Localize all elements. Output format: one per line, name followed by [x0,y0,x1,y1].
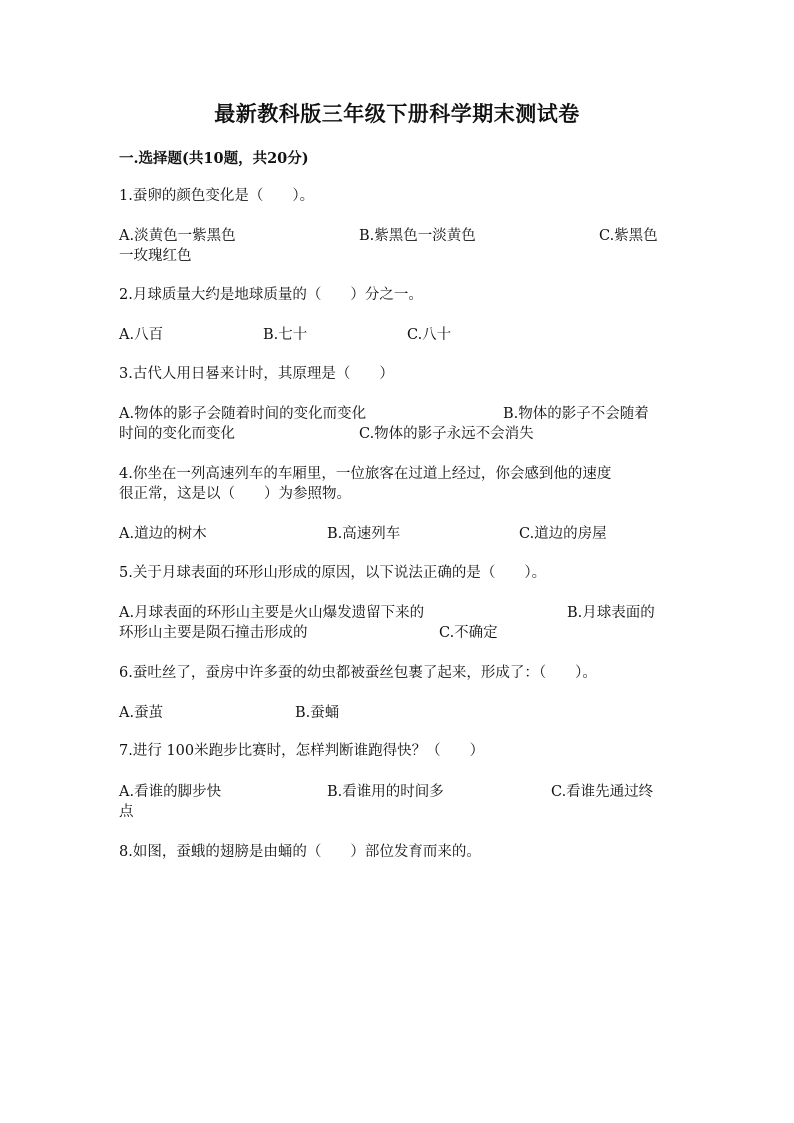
question-2-option-b[interactable]: B.七十 [263,327,308,343]
question-5-option-b[interactable]: B.月球表面的 [567,605,655,621]
question-1-option-c[interactable]: C.紫黑色 [599,228,658,244]
question-1-option-a[interactable]: A.淡黄色一紫黑色 [119,228,236,244]
question-3-option-b[interactable]: B.物体的影子不会随着 [503,406,649,422]
question-2-stem: 2.月球质量大约是地球质量的（ ）分之一。 [119,287,423,303]
question-1-option-c-continued: 一玫瑰红色 [119,248,192,264]
question-6-option-a[interactable]: A.蚕茧 [119,705,164,721]
question-3-option-b-continued: 时间的变化而变化 [119,426,235,442]
question-7-option-c-continued: 点 [119,804,134,820]
question-7-option-a[interactable]: A.看谁的脚步快 [119,784,222,800]
question-7-stem: 7.进行 100米跑步比赛时，怎样判断谁跑得快？（ ） [119,743,485,759]
question-4-option-b[interactable]: B.高速列车 [327,526,401,542]
question-4-option-a[interactable]: A.道边的树木 [119,526,207,542]
question-2-option-a[interactable]: A.八百 [119,327,164,343]
question-6-stem: 6.蚕吐丝了，蚕房中许多蚕的幼虫都被蚕丝包裹了起来，形成了：（ ）。 [119,665,597,681]
question-1-stem: 1.蚕卵的颜色变化是（ ）。 [119,188,315,204]
question-7-option-c[interactable]: C.看谁先通过终 [551,784,654,800]
question-2-option-c[interactable]: C.八十 [407,327,452,343]
question-4-option-c[interactable]: C.道边的房屋 [519,526,607,542]
exam-title: 最新教科版三年级下册科学期末测试卷 [214,101,580,126]
question-4-stem-line-2: 很正常，这是以（ ）为参照物。 [119,486,351,502]
question-4-stem-line-1: 4.你坐在一列高速列车的车厢里，一位旅客在过道上经过，你会感到他的速度 [119,466,612,482]
question-5-stem: 5.关于月球表面的环形山形成的原因，以下说法正确的是（ ）。 [119,565,547,581]
question-3-stem: 3.古代人用日晷来计时，其原理是（ ） [119,366,394,382]
section-heading: 一.选择题(共10题，共20分) [119,150,309,167]
question-6-option-b[interactable]: B.蚕蛹 [295,705,340,721]
question-8-stem: 8.如图，蚕蛾的翅膀是由蛹的（ ）部位发育而来的。 [119,844,481,860]
question-7-option-b[interactable]: B.看谁用的时间多 [327,784,444,800]
question-3-option-a[interactable]: A.物体的影子会随着时间的变化而变化 [119,406,367,422]
question-5-option-b-continued: 环形山主要是陨石撞击形成的 [119,625,308,641]
question-3-option-c[interactable]: C.物体的影子永远不会消失 [359,426,534,442]
question-1-option-b[interactable]: B.紫黑色一淡黄色 [359,228,476,244]
question-5-option-a[interactable]: A.月球表面的环形山主要是火山爆发遗留下来的 [119,605,425,621]
question-5-option-c[interactable]: C.不确定 [439,625,498,641]
